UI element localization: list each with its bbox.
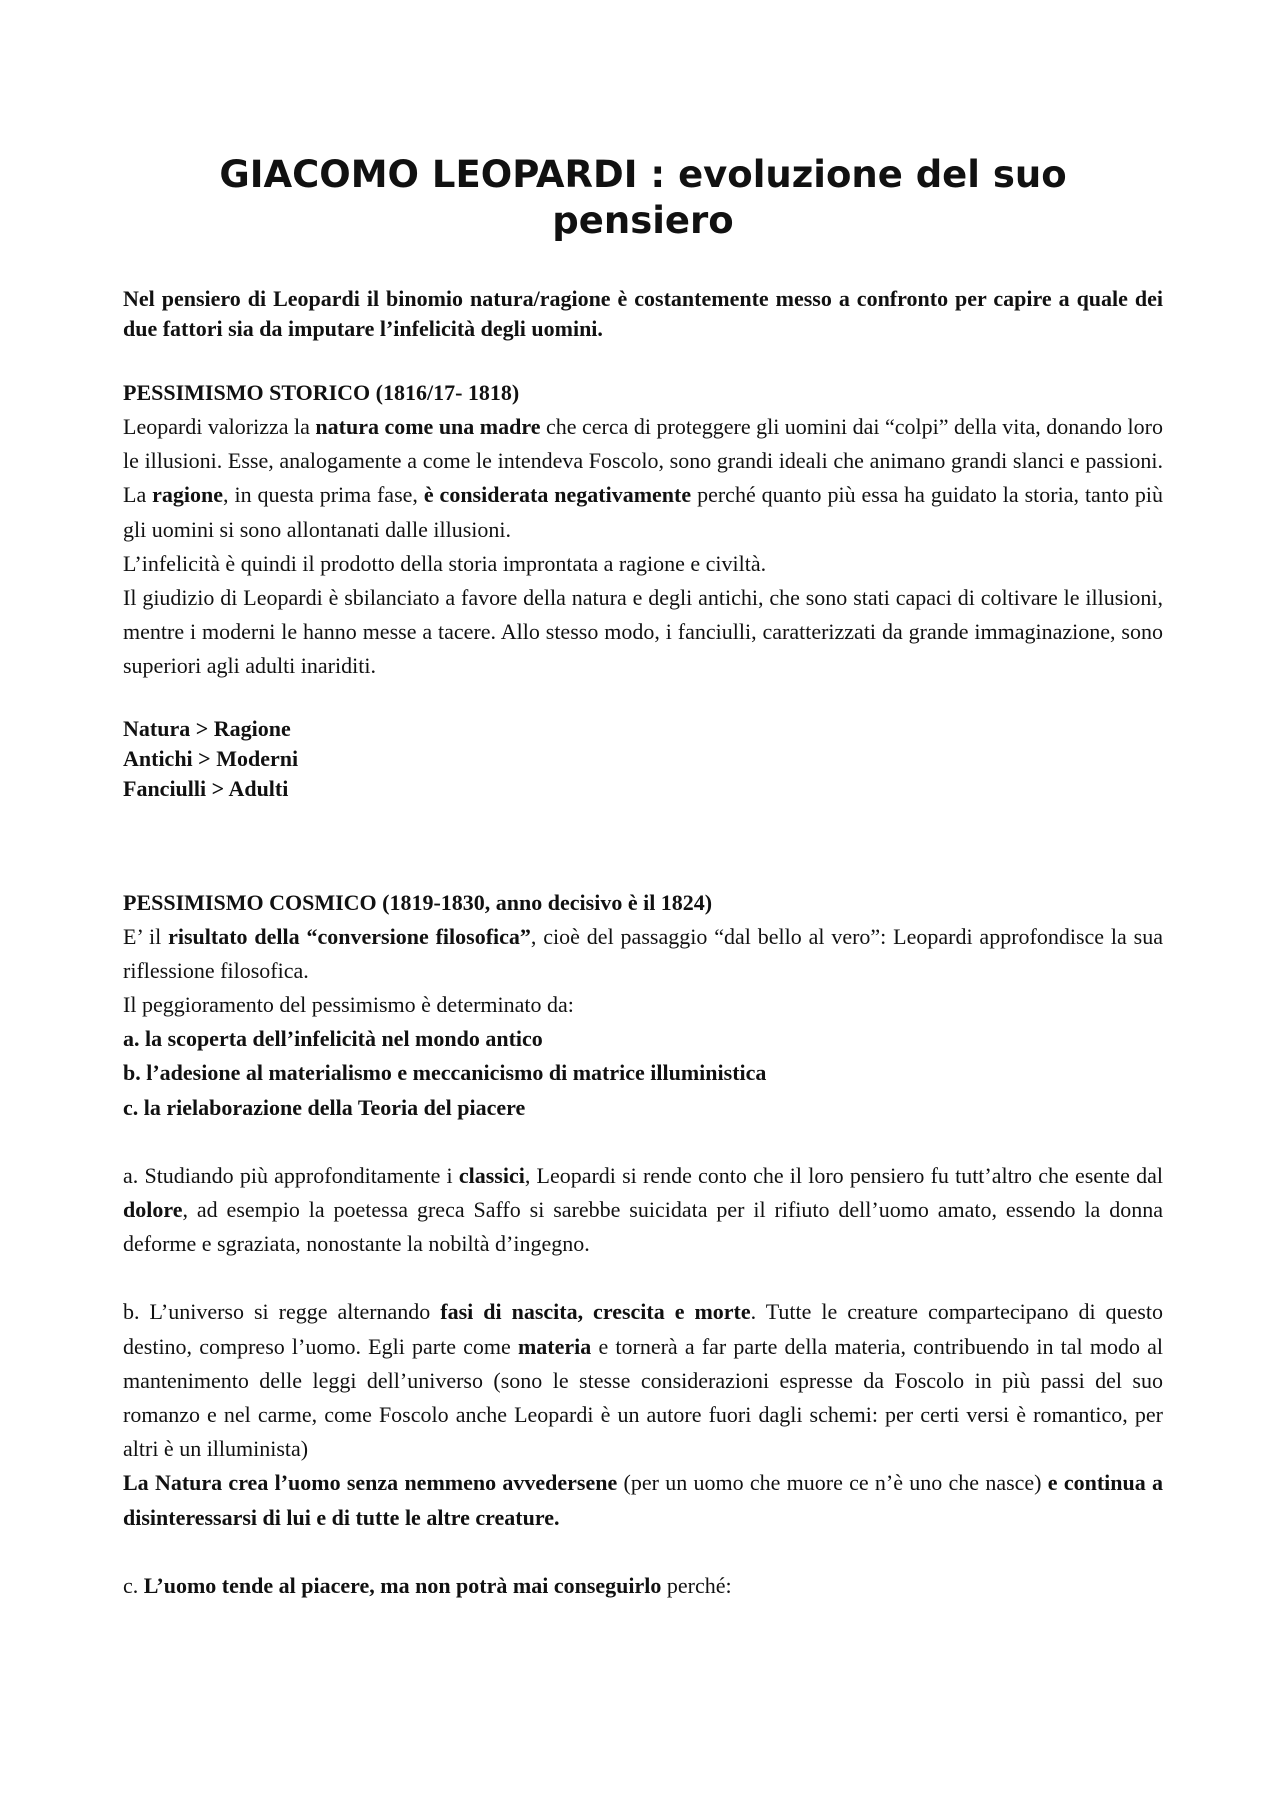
text-run: che cerca di proteggere gli uomini dai “colpi” della vita, donando loro le illusioni. Esse, analogamente a come le intendeva Foscolo, sono grandi ideali che animano grandi slanci e passioni. La <box>123 414 1163 508</box>
cosmico-paragraph-1 <box>123 920 1163 988</box>
comparison-item: Fanciulli > Adulti <box>123 775 289 801</box>
intro-paragraph: Nel pensiero di Leopardi il binomio natura/ragione è costantemente messo a confronto per capire a quale dei due fattori sia da imputare l’infelicità degli uomini. <box>123 286 1163 341</box>
comparison-item: Antichi > Moderni <box>123 745 299 771</box>
text-run: perché: <box>661 1572 732 1598</box>
storico-paragraph-2: L’infelicità è quindi il prodotto della storia improntata a ragione e civiltà. <box>123 550 767 576</box>
bold-run: natura come una madre <box>315 414 541 439</box>
text-run: Leopardi valorizza la <box>123 414 316 439</box>
document-title: GIACOMO LEOPARDI : evoluzione del suo pensiero <box>219 153 1067 242</box>
document-page <box>123 0 1163 1603</box>
cosmico-point-a <box>123 1159 1163 1262</box>
cause-item: b. l’adesione al materialismo e meccanicismo di matrice illuministica <box>123 1060 767 1086</box>
bold-run: La Natura crea l’uomo senza nemmeno avvedersene <box>123 1470 618 1496</box>
storico-paragraph-3: Il giudizio di Leopardi è sbilanciato a favore della natura e degli antichi, che sono stati capaci di coltivare le illusioni, mentre i moderni le hanno messe a tacere. Allo stesso modo, i fanciulli, caratterizzati da grande immaginazione, sono superiori agli adulti inariditi. <box>123 585 1163 679</box>
text-run: a. Studiando più approfonditamente i <box>123 1162 459 1188</box>
text-run: , cioè del passaggio “dal bello al vero”: Leopardi approfondisce la sua riflessione filosofica. <box>123 923 1164 983</box>
section-pessimismo-storico <box>123 376 1163 804</box>
bold-run: è considerata negativamente <box>423 482 692 508</box>
text-run: E’ il <box>123 923 169 949</box>
cosmico-point-c <box>123 1569 1163 1603</box>
cause-item: a. la scoperta dell’infelicità nel mondo antico <box>123 1026 543 1052</box>
text-run: , in questa prima fase, <box>223 482 424 508</box>
bold-run: ragione <box>152 482 224 508</box>
text-run: c. <box>123 1572 144 1598</box>
text-run: , Leopardi si rende conto che il loro pensiero fu tutt’altro che esente dal <box>524 1162 1164 1188</box>
section-pessimismo-cosmico <box>123 886 1163 1603</box>
comparison-list <box>123 714 1163 804</box>
cause-item: c. la rielaborazione della Teoria del piacere <box>123 1094 526 1120</box>
causes-list <box>123 1022 1163 1125</box>
section-heading-cosmico: PESSIMISMO COSMICO (1819-1830, anno decisivo è il 1824) <box>123 889 713 915</box>
comparison-item: Natura > Ragione <box>123 715 291 741</box>
cosmico-paragraph-2: Il peggioramento del pessimismo è determinato da: <box>123 992 574 1018</box>
cosmico-point-b-continued <box>123 1466 1163 1534</box>
text-run: b. L’universo si regge alternando <box>123 1299 441 1325</box>
bold-run: L’uomo tende al piacere, ma non potrà mai conseguirlo <box>143 1572 662 1598</box>
bold-run: fasi di nascita, crescita e morte <box>440 1299 751 1325</box>
bold-run: risultato della “conversione filosofica” <box>168 923 531 949</box>
bold-run: materia <box>517 1333 592 1359</box>
section-heading-storico: PESSIMISMO STORICO (1816/17- 1818) <box>123 380 520 405</box>
text-run: (per un uomo che muore ce n’è uno che nasce) <box>617 1470 1048 1496</box>
text-run: perché quanto più essa ha guidato la storia, tanto più gli uomini si sono allontanati dalle illusioni. <box>123 482 1163 542</box>
text-run: e tornerà a far parte della materia, contribuendo in tal modo al mantenimento delle leggi dell’universo (sono le stesse considerazioni espresse da Foscolo in più passi del suo romanzo e nel carme, come Foscolo anche Leopardi è un autore fuori dagli schemi: per certi versi è romantico, per altri è un illuminista) <box>123 1333 1164 1462</box>
text-run: . Tutte le creature compartecipano di questo destino, compreso l’uomo. Egli parte come <box>123 1299 1163 1359</box>
cosmico-point-b <box>123 1295 1163 1466</box>
storico-paragraph-1 <box>123 410 1163 547</box>
bold-run: dolore <box>123 1197 183 1223</box>
text-run: , ad esempio la poetessa greca Saffo si sarebbe suicidata per il rifiuto dell’uomo amato, essendo la donna deforme e sgraziata, nonostante la nobiltà d’ingegno. <box>123 1197 1163 1257</box>
bold-run: e continua a disinteressarsi di lui e di tutte le altre creature. <box>123 1470 1163 1530</box>
bold-run: classici <box>458 1162 525 1188</box>
